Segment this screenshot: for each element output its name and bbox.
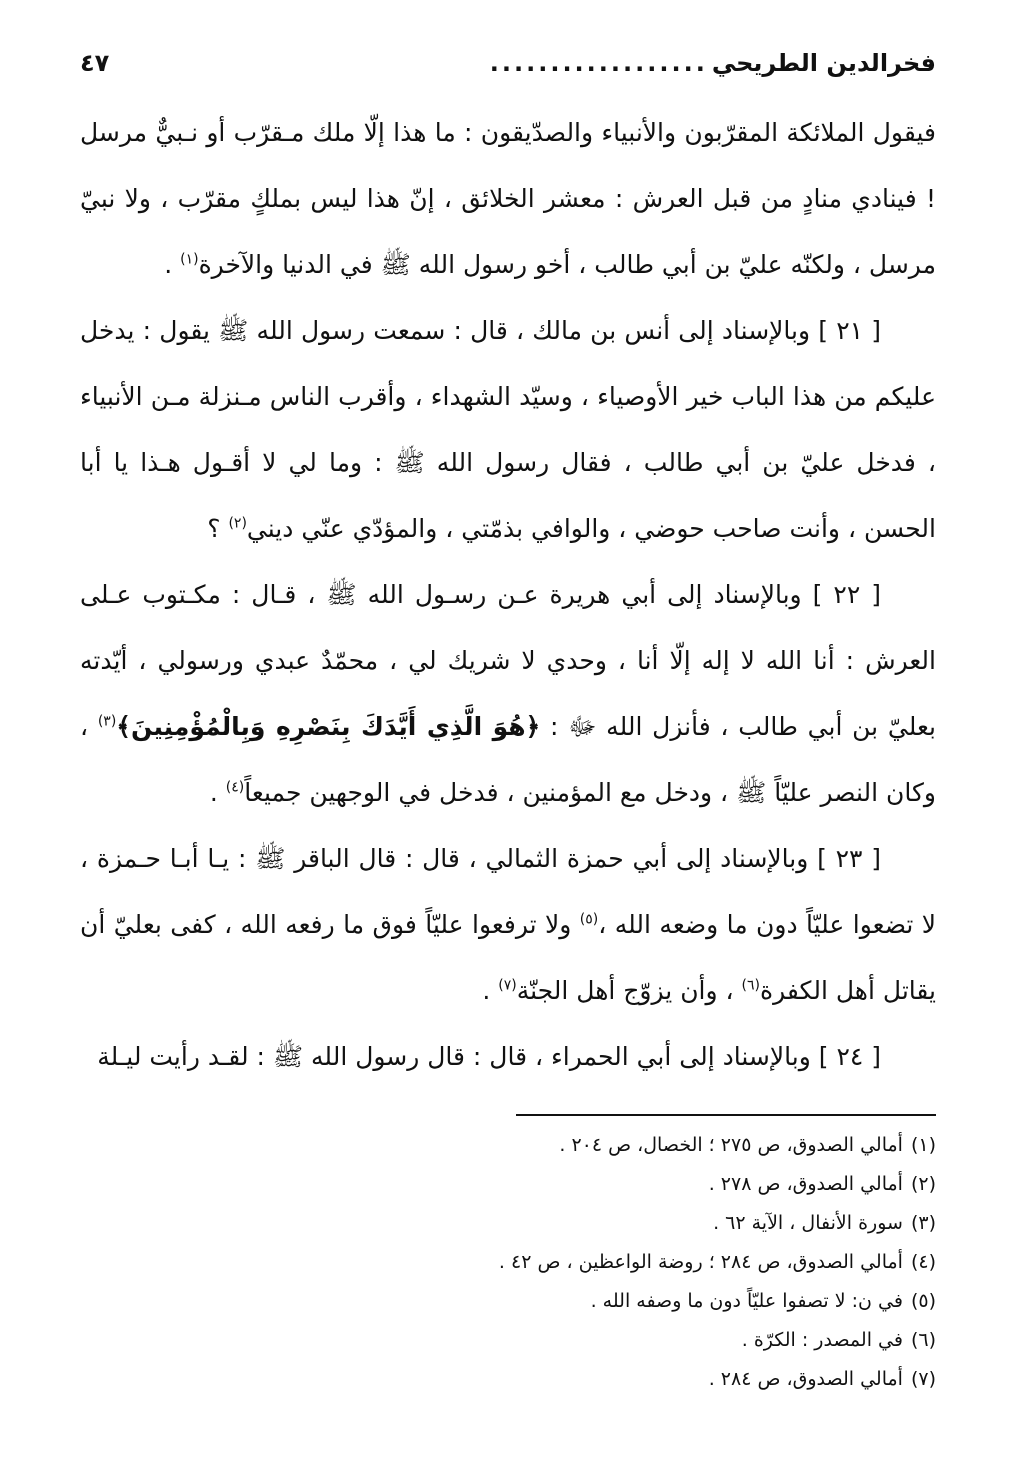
footnote-separator (516, 1114, 936, 1116)
quran-verse: ﴿هُوَ الَّذِي أَيَّدَكَ بِنَصْرِهِ وَبِالْمُؤْمِنِينَ﴾ (116, 712, 541, 741)
paragraph-21-end: ؟ (207, 514, 229, 543)
footnote-2-number: (٢) (910, 1173, 936, 1195)
footnote-4 (80, 1243, 936, 1282)
header-title: فخرالدين الطريحي (711, 49, 936, 77)
footnote-6 (80, 1321, 936, 1360)
paragraph-1 (80, 100, 936, 298)
page-number: ٤٧ (80, 49, 110, 77)
footnote-6-text: في المصدر : الكرّة . (741, 1329, 903, 1351)
paragraph-23-text-2: ولا ترفعوا عليّاً فوق ما رفعه الله ، كفى بعليّ أن يقاتل أهل الكفرة (80, 910, 936, 1005)
paragraph-24-text: [ ٢٤ ] وبالإسناد إلى أبي الحمراء ، قال : قال رسول الله ﷺ : لقـد رأيت ليـلة (97, 1042, 881, 1071)
footnote-3-text: سورة الأنفال ، الآية ٦٢ . (713, 1212, 903, 1234)
footnote-ref-5: (٥) (579, 911, 599, 928)
footnote-1-text: أمالي الصدوق، ص ٢٧٥ ؛ الخصال، ص ٢٠٤ . (559, 1134, 903, 1156)
footnotes (80, 1126, 936, 1399)
footnote-3 (80, 1204, 936, 1243)
footnote-7-number: (٧) (910, 1368, 936, 1390)
footnote-5-text: في ن: لا تصفوا عليّاً دون ما وصفه الله . (590, 1290, 903, 1312)
paragraph-22 (80, 562, 936, 826)
footnote-ref-1: (١) (180, 251, 199, 268)
footnote-5 (80, 1282, 936, 1321)
paragraph-24 (80, 1024, 936, 1090)
paragraph-21 (80, 298, 936, 562)
paragraph-22-end: . (209, 778, 226, 807)
paragraph-22-text: [ ٢٢ ] وبالإسناد إلى أبي هريرة عـن رسـول الله ﷺ ، قـال : مكـتوب عـلى العرش : أنا الله لا إله إلّا أنا ، وحدي لا شريك لي ، محمّدٌ عبدي ورسولي ، أيّدته بعليّ بن أبي طالب ، فأنزل الله ﷻ : (80, 580, 937, 741)
footnote-6-number: (٦) (910, 1329, 936, 1351)
footnote-4-number: (٤) (910, 1251, 936, 1273)
footnote-4-text: أمالي الصدوق، ص ٢٨٤ ؛ روضة الواعظين ، ص ٤٢ . (498, 1251, 903, 1273)
footnote-2-text: أمالي الصدوق، ص ٢٧٨ . (708, 1173, 903, 1195)
paragraph-21-text: [ ٢١ ] وبالإسناد إلى أنس بن مالك ، قال : سمعت رسول الله ﷺ يقول : يدخل عليكم من هذا الباب خير الأوصياء ، وسيّد الشهداء ، وأقرب الناس مـنزلة مـن الأنبياء ، فدخل عليّ بن أبي طالب ، فقال رسول الله ﷺ : وما لي لا أقـول هـذا يا أبا الحسن ، وأنت صاحب حوضي ، والوافي بذمّتي ، والمؤدّي عنّي ديني (80, 316, 936, 543)
footnote-7-text: أمالي الصدوق، ص ٢٨٤ . (708, 1368, 903, 1390)
paragraph-23-end: . (482, 976, 499, 1005)
book-page (80, 40, 936, 1440)
footnote-5-number: (٥) (910, 1290, 936, 1312)
paragraph-22-text-2: ، وكان النصر عليّاً ﷺ ، ودخل مع المؤمنين ، فدخل في الوجهين جميعاً (80, 712, 936, 807)
footnote-ref-4: (٤) (225, 779, 245, 796)
paragraph-1-end: . (164, 250, 181, 279)
paragraph-23-text-3: ، وأن يزوّج أهل الجنّة (516, 976, 742, 1005)
footnote-7 (80, 1360, 936, 1399)
footnote-2 (80, 1165, 936, 1204)
paragraph-1-text: فيقول الملائكة المقرّبون والأنبياء والصدّيقون : ما هذا إلّا ملك مـقرّب أو نـبيٌّ مرسل ! فينادي منادٍ من قبل العرش : معشر الخلائق ، إنّ هذا ليس بملكٍ مقرّب ، ولا نبيّ مرسل ، ولكنّه عليّ بن أبي طالب ، أخو رسول الله ﷺ في الدنيا والآخرة (80, 118, 936, 279)
running-header (80, 40, 936, 86)
footnote-ref-7: (٧) (498, 977, 517, 994)
footnote-1-number: (١) (910, 1134, 936, 1156)
paragraph-23-text: [ ٢٣ ] وبالإسناد إلى أبي حمزة الثمالي ، قال : قال الباقر ﷺ : يـا أبـا حـمزة ، لا تضعوا عليّاً دون ما وضعه الله ، (80, 844, 937, 939)
footnote-ref-6: (٦) (741, 977, 761, 994)
header-leader-dots: .................. (489, 49, 708, 77)
main-text (80, 100, 936, 1090)
paragraph-23 (80, 826, 936, 1024)
footnote-ref-2: (٢) (228, 515, 247, 532)
footnote-ref-3: (٣) (97, 713, 117, 730)
footnote-1 (80, 1126, 936, 1165)
footnote-3-number: (٣) (910, 1212, 936, 1234)
